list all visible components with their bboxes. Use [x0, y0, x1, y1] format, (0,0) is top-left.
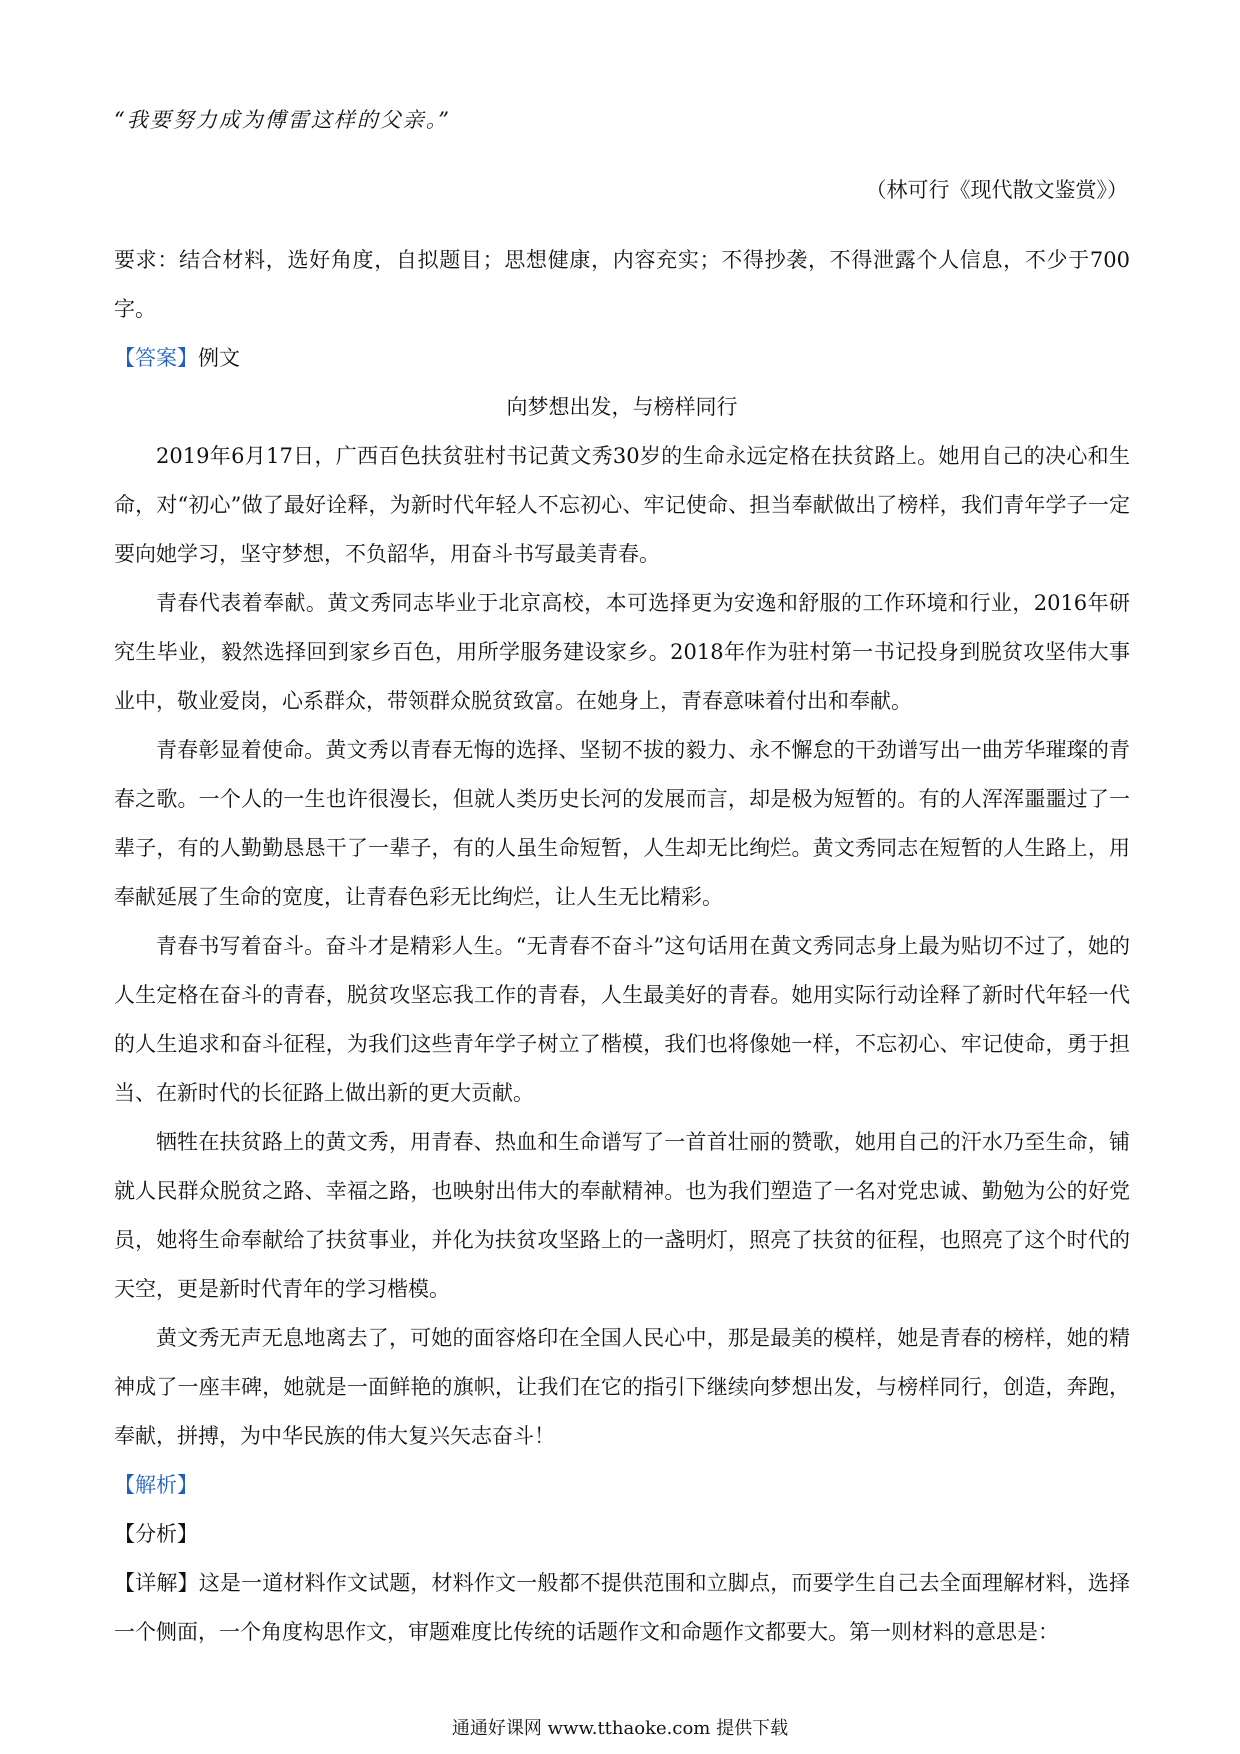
- essay-paragraph-4: 青春书写着奋斗。奋斗才是精彩人生。“无青春不奋斗”这句话用在黄文秀同志身上最为贴切不过了，她的人生定格在奋斗的青春，脱贫攻坚忘我工作的青春，人生最美好的青春。她用实际行动诠释了新时代年轻一代的人生追求和奋斗征程，为我们这些青年学子树立了楷模，我们也将像她一样，不忘初心、牢记使命，勇于担当、在新时代的长征路上做出新的更大贡献。: [114, 934, 1130, 1105]
- essay-paragraph-6: 黄文秀无声无息地离去了，可她的面容烙印在全国人民心中，那是最美的模样，她是青春的榜样，她的精神成了一座丰碑，她就是一面鲜艳的旗帜，让我们在它的指引下继续向梦想出发，与榜样同行，创造，奔跑，奉献，拼搏，为中华民族的伟大复兴矢志奋斗！: [114, 1326, 1130, 1448]
- quote-line: “我要努力成为傅雷这样的父亲。”: [114, 108, 451, 132]
- detail-paragraph: [114, 1559, 1130, 1657]
- answer-heading: [114, 334, 1130, 383]
- essay-title: 向梦想出发，与榜样同行: [506, 395, 738, 419]
- answer-text: 例文: [198, 346, 240, 370]
- essay-paragraph-2: 青春代表着奉献。黄文秀同志毕业于北京高校，本可选择更为安逸和舒服的工作环境和行业，2016年研究生毕业，毅然选择回到家乡百色，用所学服务建设家乡。2018年作为驻村第一书记投身到脱贫攻坚伟大事业中，敬业爱岗，心系群众，带领群众脱贫致富。在她身上，青春意味着付出和奉献。: [114, 591, 1130, 713]
- analysis-heading: [114, 1461, 1130, 1510]
- essay-paragraph-1: 2019年6月17日，广西百色扶贫驻村书记黄文秀30岁的生命永远定格在扶贫路上。她用自己的决心和生命，对“初心”做了最好诠释，为新时代年轻人不忘初心、牢记使命、担当奉献做出了榜样，我们青年学子一定要向她学习，坚守梦想，不负韶华，用奋斗书写最美青春。: [114, 444, 1130, 566]
- requirement-text: 要求：结合材料，选好角度，自拟题目；思想健康，内容充实；不得抄袭，不得泄露个人信息，不少于700字。: [114, 248, 1130, 321]
- essay-paragraph-5: 牺牲在扶贫路上的黄文秀，用青春、热血和生命谱写了一首首壮丽的赞歌，她用自己的汗水乃至生命，铺就人民群众脱贫之路、幸福之路，也映射出伟大的奉献精神。也为我们塑造了一名对党忠诚、勤勉为公的好党员，她将生命奉献给了扶贫事业，并化为扶贫攻坚路上的一盏明灯，照亮了扶贫的征程，也照亮了这个时代的天空，更是新时代青年的学习楷模。: [114, 1130, 1130, 1301]
- answer-tag: 【答案】: [114, 346, 198, 370]
- page-footer: 通通好课网 www.tthaoke.com 提供下载: [451, 1718, 789, 1739]
- document-body: [114, 96, 1130, 1657]
- analysis-tag: 【解析】: [114, 1473, 198, 1497]
- detail-text: 这是一道材料作文试题，材料作文一般都不提供范围和立脚点，而要学生自己去全面理解材料，选择一个侧面，一个角度构思作文，审题难度比传统的话题作文和命题作文都要大。第一则材料的意思是：: [114, 1571, 1131, 1644]
- source-citation: （林可行《现代散文鉴赏》）: [865, 178, 1128, 202]
- detail-tag: 【详解】: [114, 1571, 199, 1595]
- fenxi-tag: 【分析】: [114, 1522, 198, 1546]
- fenxi-heading: [114, 1510, 1130, 1559]
- essay-paragraph-3: 青春彰显着使命。黄文秀以青春无悔的选择、坚韧不拔的毅力、永不懈怠的干劲谱写出一曲芳华璀璨的青春之歌。一个人的一生也许很漫长，但就人类历史长河的发展而言，却是极为短暂的。有的人浑浑噩噩过了一辈子，有的人勤勤恳恳干了一辈子，有的人虽生命短暂，人生却无比绚烂。黄文秀同志在短暂的人生路上，用奉献延展了生命的宽度，让青春色彩无比绚烂，让人生无比精彩。: [114, 738, 1130, 909]
